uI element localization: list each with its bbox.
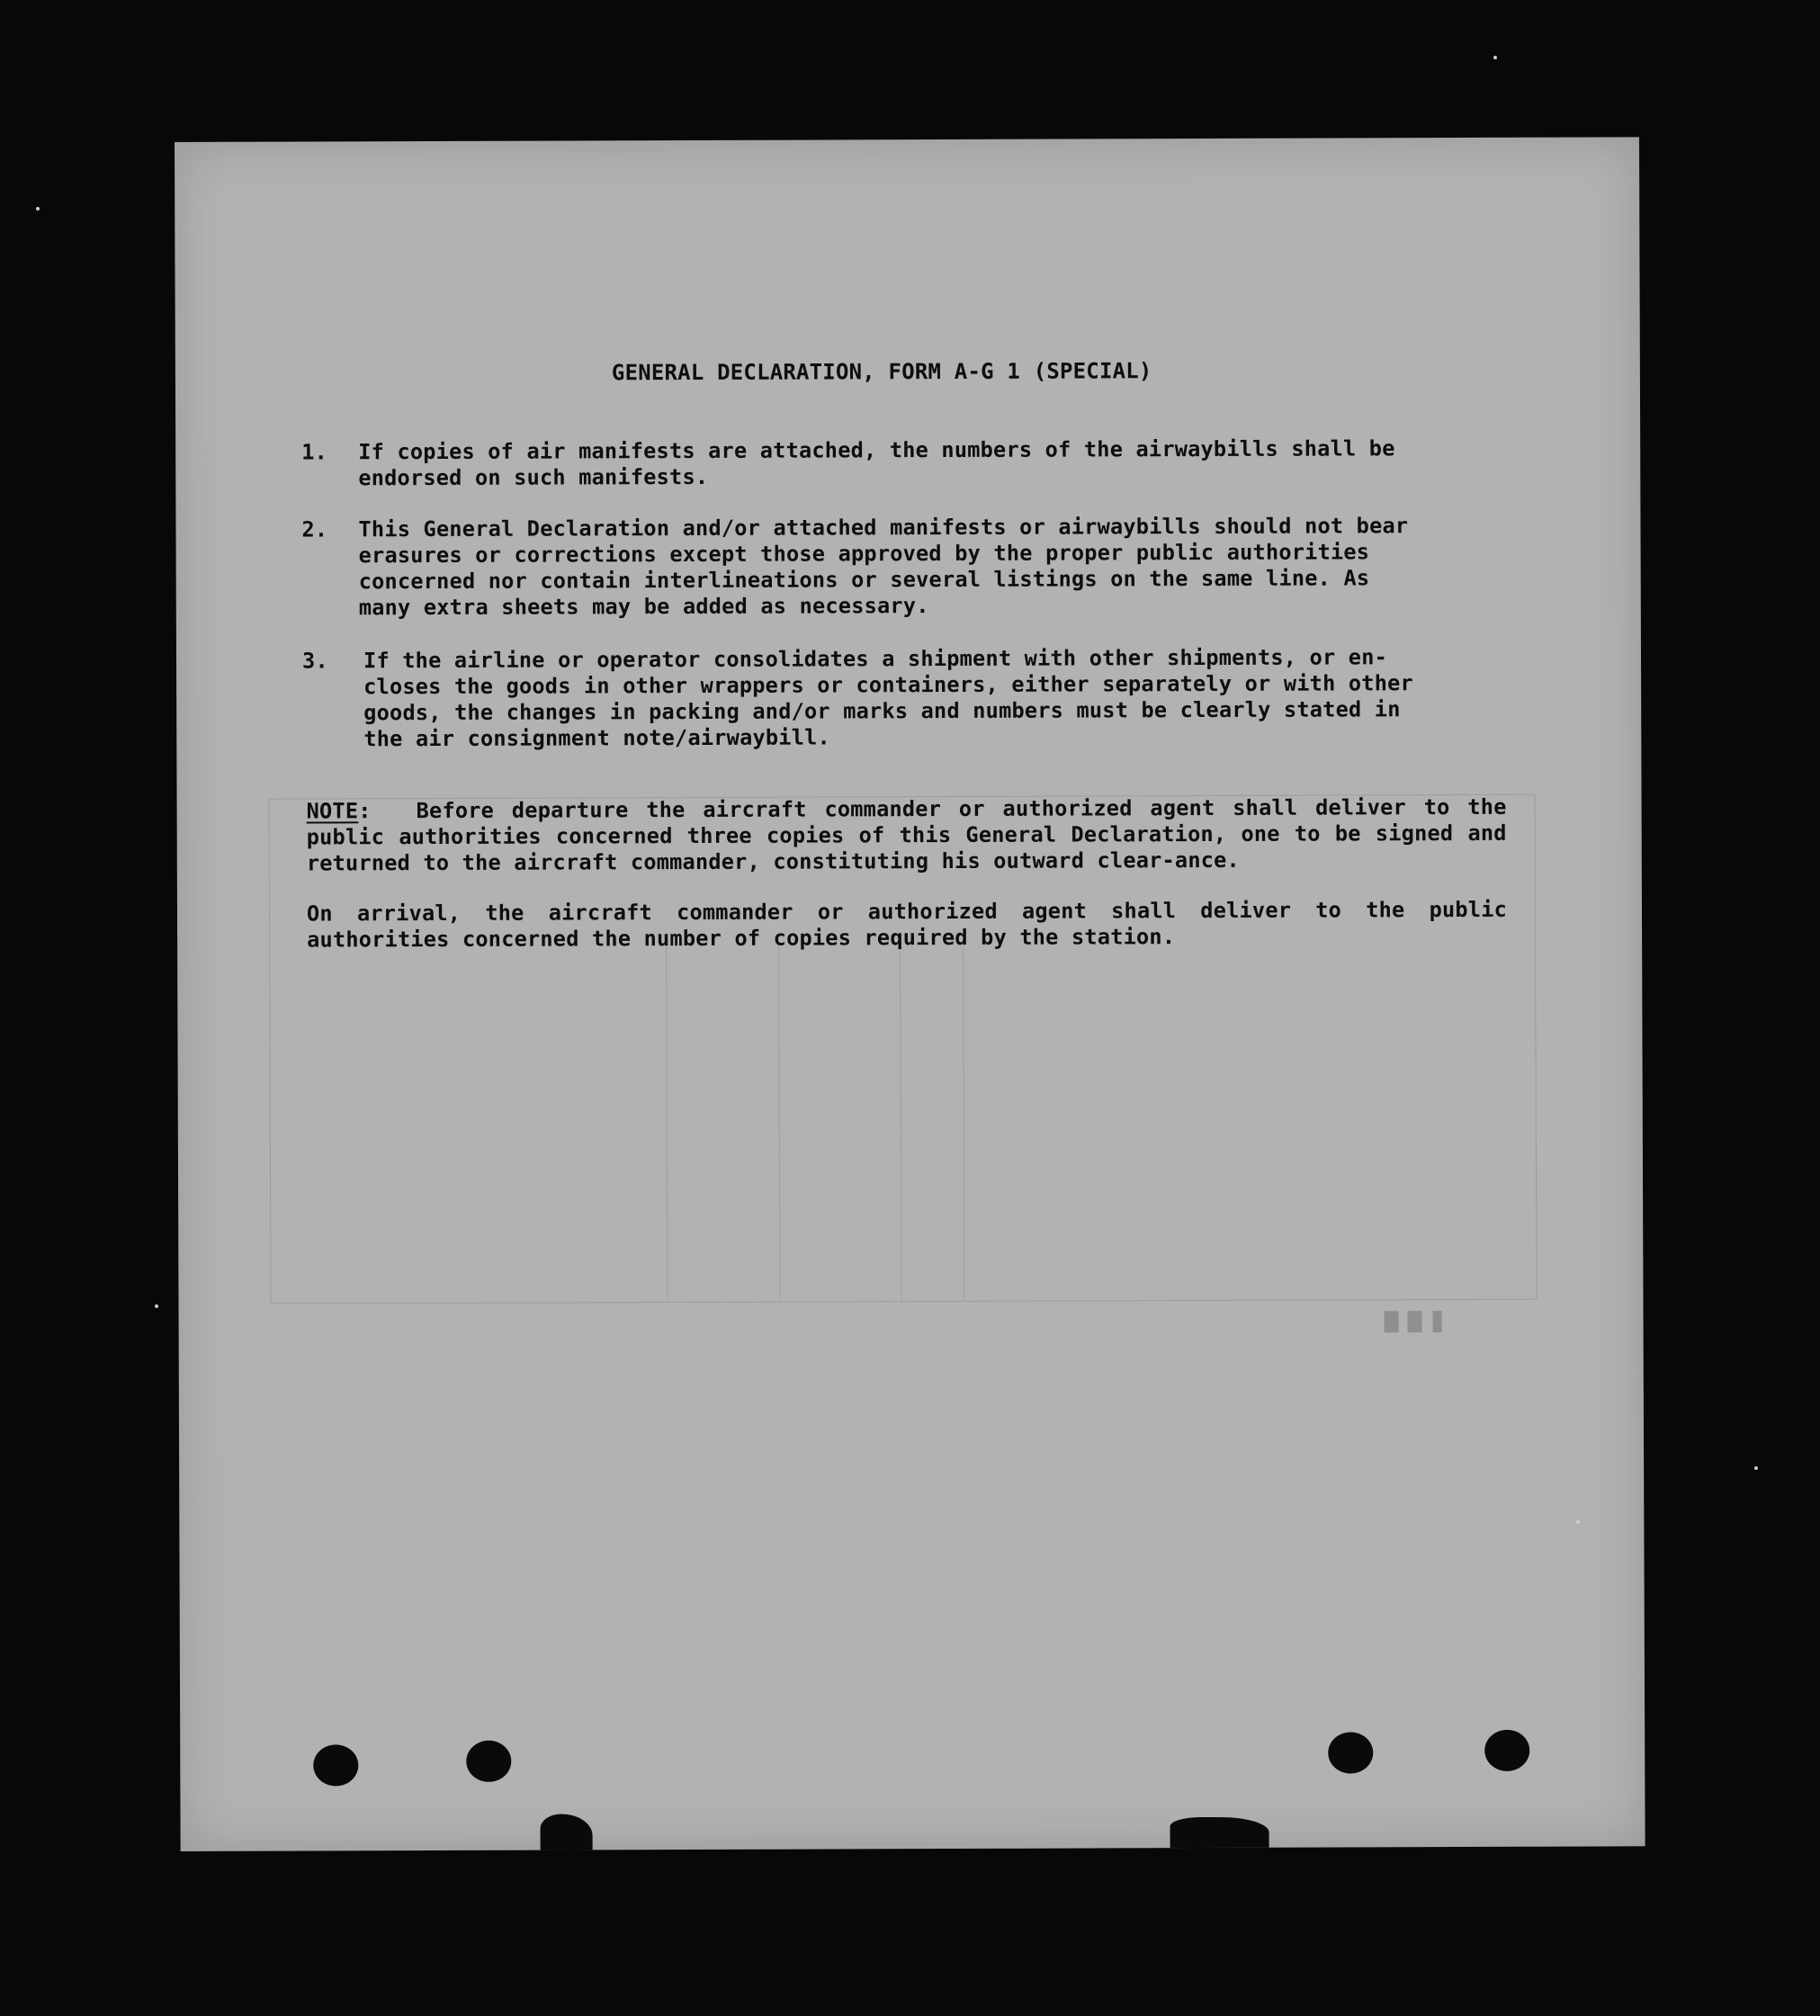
note-block (307, 794, 1508, 954)
item-number: 1. (301, 439, 328, 465)
dust-speck (1754, 1466, 1758, 1470)
reverse-side-number-mark (1376, 1304, 1448, 1349)
paper-tear (1170, 1817, 1269, 1848)
form-title: GENERAL DECLARATION, FORM A-G 1 (SPECIAL) (611, 358, 1152, 386)
instruction-item-1 (301, 435, 1525, 491)
note-label: NOTE (306, 798, 359, 824)
dust-speck (1493, 56, 1497, 59)
instruction-item-3 (301, 644, 1526, 752)
arrival-paragraph: On arrival, the aircraft commander or authorized agent shall deliver to the public authorities concerned the number of copies required by the station. (306, 896, 1508, 953)
punch-hole (1328, 1732, 1373, 1773)
dust-speck (36, 207, 40, 211)
document-page (175, 137, 1645, 1851)
punch-hole (466, 1741, 511, 1782)
note-colon: : (358, 798, 372, 824)
item-number: 2. (301, 516, 328, 542)
punch-hole (313, 1744, 358, 1786)
dust-speck (155, 1304, 158, 1308)
dust-speck (1576, 1520, 1580, 1524)
note-paragraph (307, 794, 1507, 877)
item-number: 3. (301, 648, 328, 674)
paper-tear (540, 1814, 592, 1850)
instruction-item-2 (301, 513, 1525, 621)
note-text: Before departure the aircraft commander or authorized agent shall deliver to the public authorities concerned three copies of this General Declaration, one to be signed and returned to the aircraft commander, constituting his outward clear-ance. (306, 793, 1507, 876)
item-text: If the airline or operator consolidates a shipment with other shipments, or en- closes the goods in other wrappers or containers, either separately or with other goods, the changes in packing and/or marks and numbers must be clearly stated in the air consignment note/airwaybill. (363, 644, 1413, 752)
item-text: If copies of air manifests are attached, the numbers of the airwaybills shall be endorsed on such manifests. (358, 435, 1395, 491)
punch-hole (1484, 1730, 1529, 1771)
item-text: This General Declaration and/or attached manifests or airwaybills should not bear erasures or corrections except those approved by the proper public authorities concerned nor contain interlineations or several listings on the same line. As many extra sheets may be added as necessary. (358, 513, 1409, 621)
